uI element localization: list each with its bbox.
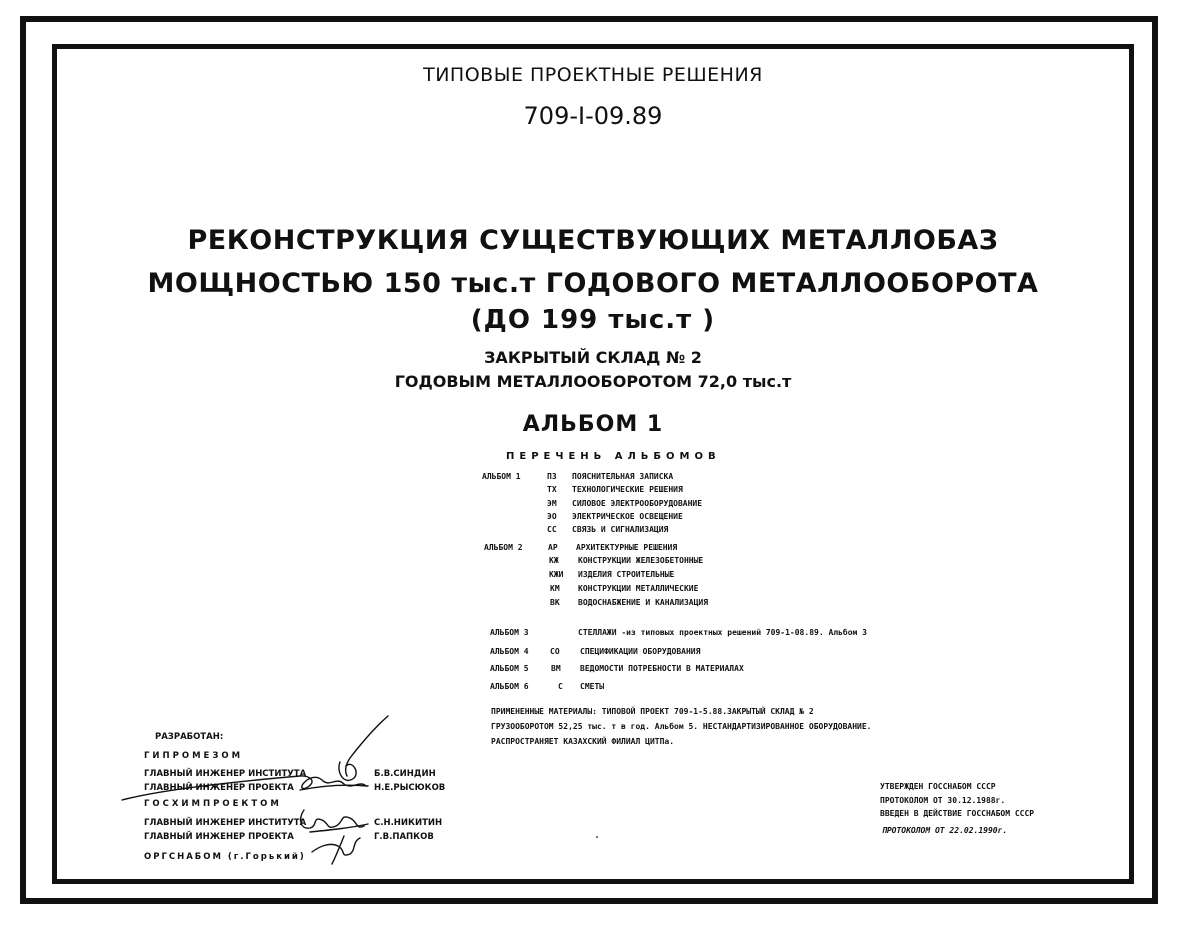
approval-line4: ПРОТОКОЛОМ ОТ 22.02.1990г. (882, 826, 1008, 835)
album-label: АЛЬБОМ 2 (484, 543, 523, 552)
section-code: ВК (550, 598, 560, 607)
section-name: СПЕЦИФИКАЦИИ ОБОРУДОВАНИЯ (580, 647, 701, 656)
main-title-line1: РЕКОНСТРУКЦИЯ СУЩЕСТВУЮЩИХ МЕТАЛЛОБАЗ (187, 225, 999, 256)
section-name: СВЯЗЬ И СИГНАЛИЗАЦИЯ (572, 525, 669, 534)
album-label: АЛЬБОМ 3 (490, 628, 529, 637)
approval-line3: ВВЕДЕН В ДЕЙСТВИЕ ГОССНАБОМ СССР (880, 809, 1035, 818)
section-name: ЭЛЕКТРИЧЕСКОЕ ОСВЕЩЕНИЕ (572, 512, 683, 521)
section-code: ВМ (551, 664, 561, 673)
section-code: АР (548, 543, 558, 552)
materials-line1: ПРИМЕНЕННЫЕ МАТЕРИАЛЫ: ТИПОВОЙ ПРОЕКТ 709-1-5.88.ЗАКРЫТЫЙ СКЛАД № 2 (491, 707, 814, 716)
albums-list-heading: ПЕРЕЧЕНЬ АЛЬБОМОВ (506, 451, 721, 462)
role-chief-engineer-institute: ГЛАВНЫЙ ИНЖЕНЕР ИНСТИТУТА (144, 818, 307, 828)
signature-nikitin (301, 810, 364, 828)
album-label: АЛЬБОМ 1 (482, 472, 521, 481)
section-name: КОНСТРУКЦИИ МЕТАЛЛИЧЕСКИЕ (578, 584, 699, 593)
subtitle-warehouse: ЗАКРЫТЫЙ СКЛАД № 2 (484, 348, 702, 367)
section-name: ТЕХНОЛОГИЧЕСКИЕ РЕШЕНИЯ (572, 485, 683, 494)
subtitle-turnover: ГОДОВЫМ МЕТАЛЛООБОРОТОМ 72,0 тыс.т (394, 372, 792, 391)
section-code: КЖ (549, 556, 559, 565)
project-code: 709-I-09.89 (523, 102, 663, 130)
section-name: ПОЯСНИТЕЛЬНАЯ ЗАПИСКА (572, 472, 674, 481)
section-name: ИЗДЕЛИЯ СТРОИТЕЛЬНЫЕ (578, 570, 675, 579)
section-code: СО (550, 647, 560, 656)
section-code: ЭО (547, 512, 557, 521)
section-code: ТХ (547, 485, 557, 494)
role-chief-engineer-institute: ГЛАВНЫЙ ИНЖЕНЕР ИНСТИТУТА (144, 769, 307, 779)
org-gipromezom: ГИПРОМЕЗОМ (144, 751, 244, 761)
org-goskhimproektom: ГОСХИМПРОЕКТОМ (144, 799, 282, 809)
role-chief-engineer-project: ГЛАВНЫЙ ИНЖЕНЕР ПРОЕКТА (144, 783, 294, 793)
developed-by-label: РАЗРАБОТАН: (155, 732, 224, 742)
album-label: АЛЬБОМ 5 (490, 664, 529, 673)
section-name: СМЕТЫ (580, 682, 605, 691)
section-name: СИЛОВОЕ ЭЛЕКТРООБОРУДОВАНИЕ (572, 499, 703, 508)
section-code: ЭМ (547, 499, 557, 508)
signature-loop (339, 762, 356, 780)
signature-papkov (312, 838, 360, 855)
org-orgsnab: ОРГСНАБОМ (г.Горький) (144, 852, 306, 862)
person-name: С.Н.НИКИТИН (374, 818, 443, 828)
section-name: ВЕДОМОСТИ ПОТРЕБНОСТИ В МАТЕРИАЛАХ (580, 664, 744, 673)
signature-stroke (346, 716, 388, 776)
materials-line2: ГРУЗООБОРОТОМ 52,25 тыс. т в год. Альбом 5. НЕСТАНДАРТИЗИРОВАННОЕ ОБОРУДОВАНИЕ. (491, 722, 872, 731)
main-title-line3: (ДО 199 тыс.т ) (470, 305, 716, 335)
series-title: ТИПОВЫЕ ПРОЕКТНЫЕ РЕШЕНИЯ (423, 64, 763, 86)
section-code: КЖИ (549, 570, 564, 579)
approval-line1: УТВЕРЖДЕН ГОССНАБОМ СССР (880, 782, 996, 791)
section-name: ВОДОСНАБЖЕНИЕ И КАНАЛИЗАЦИЯ (578, 598, 709, 607)
album-label: АЛЬБОМ 6 (490, 682, 529, 691)
section-name: СТЕЛЛАЖИ -из типовых проектных решений 709-1-08.89. Альбом 3 (578, 628, 867, 637)
section-code: ПЗ (547, 472, 557, 481)
signature-sindin (122, 776, 366, 800)
person-name: Г.В.ПАПКОВ (374, 832, 434, 842)
section-code: КМ (550, 584, 560, 593)
album-label: АЛЬБОМ 4 (490, 647, 529, 656)
section-name: АРХИТЕКТУРНЫЕ РЕШЕНИЯ (576, 543, 678, 552)
approval-line2: ПРОТОКОЛОМ ОТ 30.12.1988г. (880, 796, 1006, 805)
section-code: СС (547, 525, 557, 534)
album-number: АЛЬБОМ 1 (522, 412, 664, 437)
main-title-line2: МОЩНОСТЬЮ 150 тыс.т ГОДОВОГО МЕТАЛЛООБОРОТА (147, 268, 1039, 299)
person-name: Н.Е.РЫСЮКОВ (374, 783, 446, 793)
person-name: Б.В.СИНДИН (374, 769, 436, 779)
section-code: С (558, 682, 563, 691)
section-name: КОНСТРУКЦИИ ЖЕЛЕЗОБЕТОННЫЕ (578, 556, 704, 565)
materials-line3: РАСПРОСТРАНЯЕТ КАЗАХСКИЙ ФИЛИАЛ ЦИТПа. (491, 737, 675, 746)
role-chief-engineer-project: ГЛАВНЫЙ ИНЖЕНЕР ПРОЕКТА (144, 832, 294, 842)
